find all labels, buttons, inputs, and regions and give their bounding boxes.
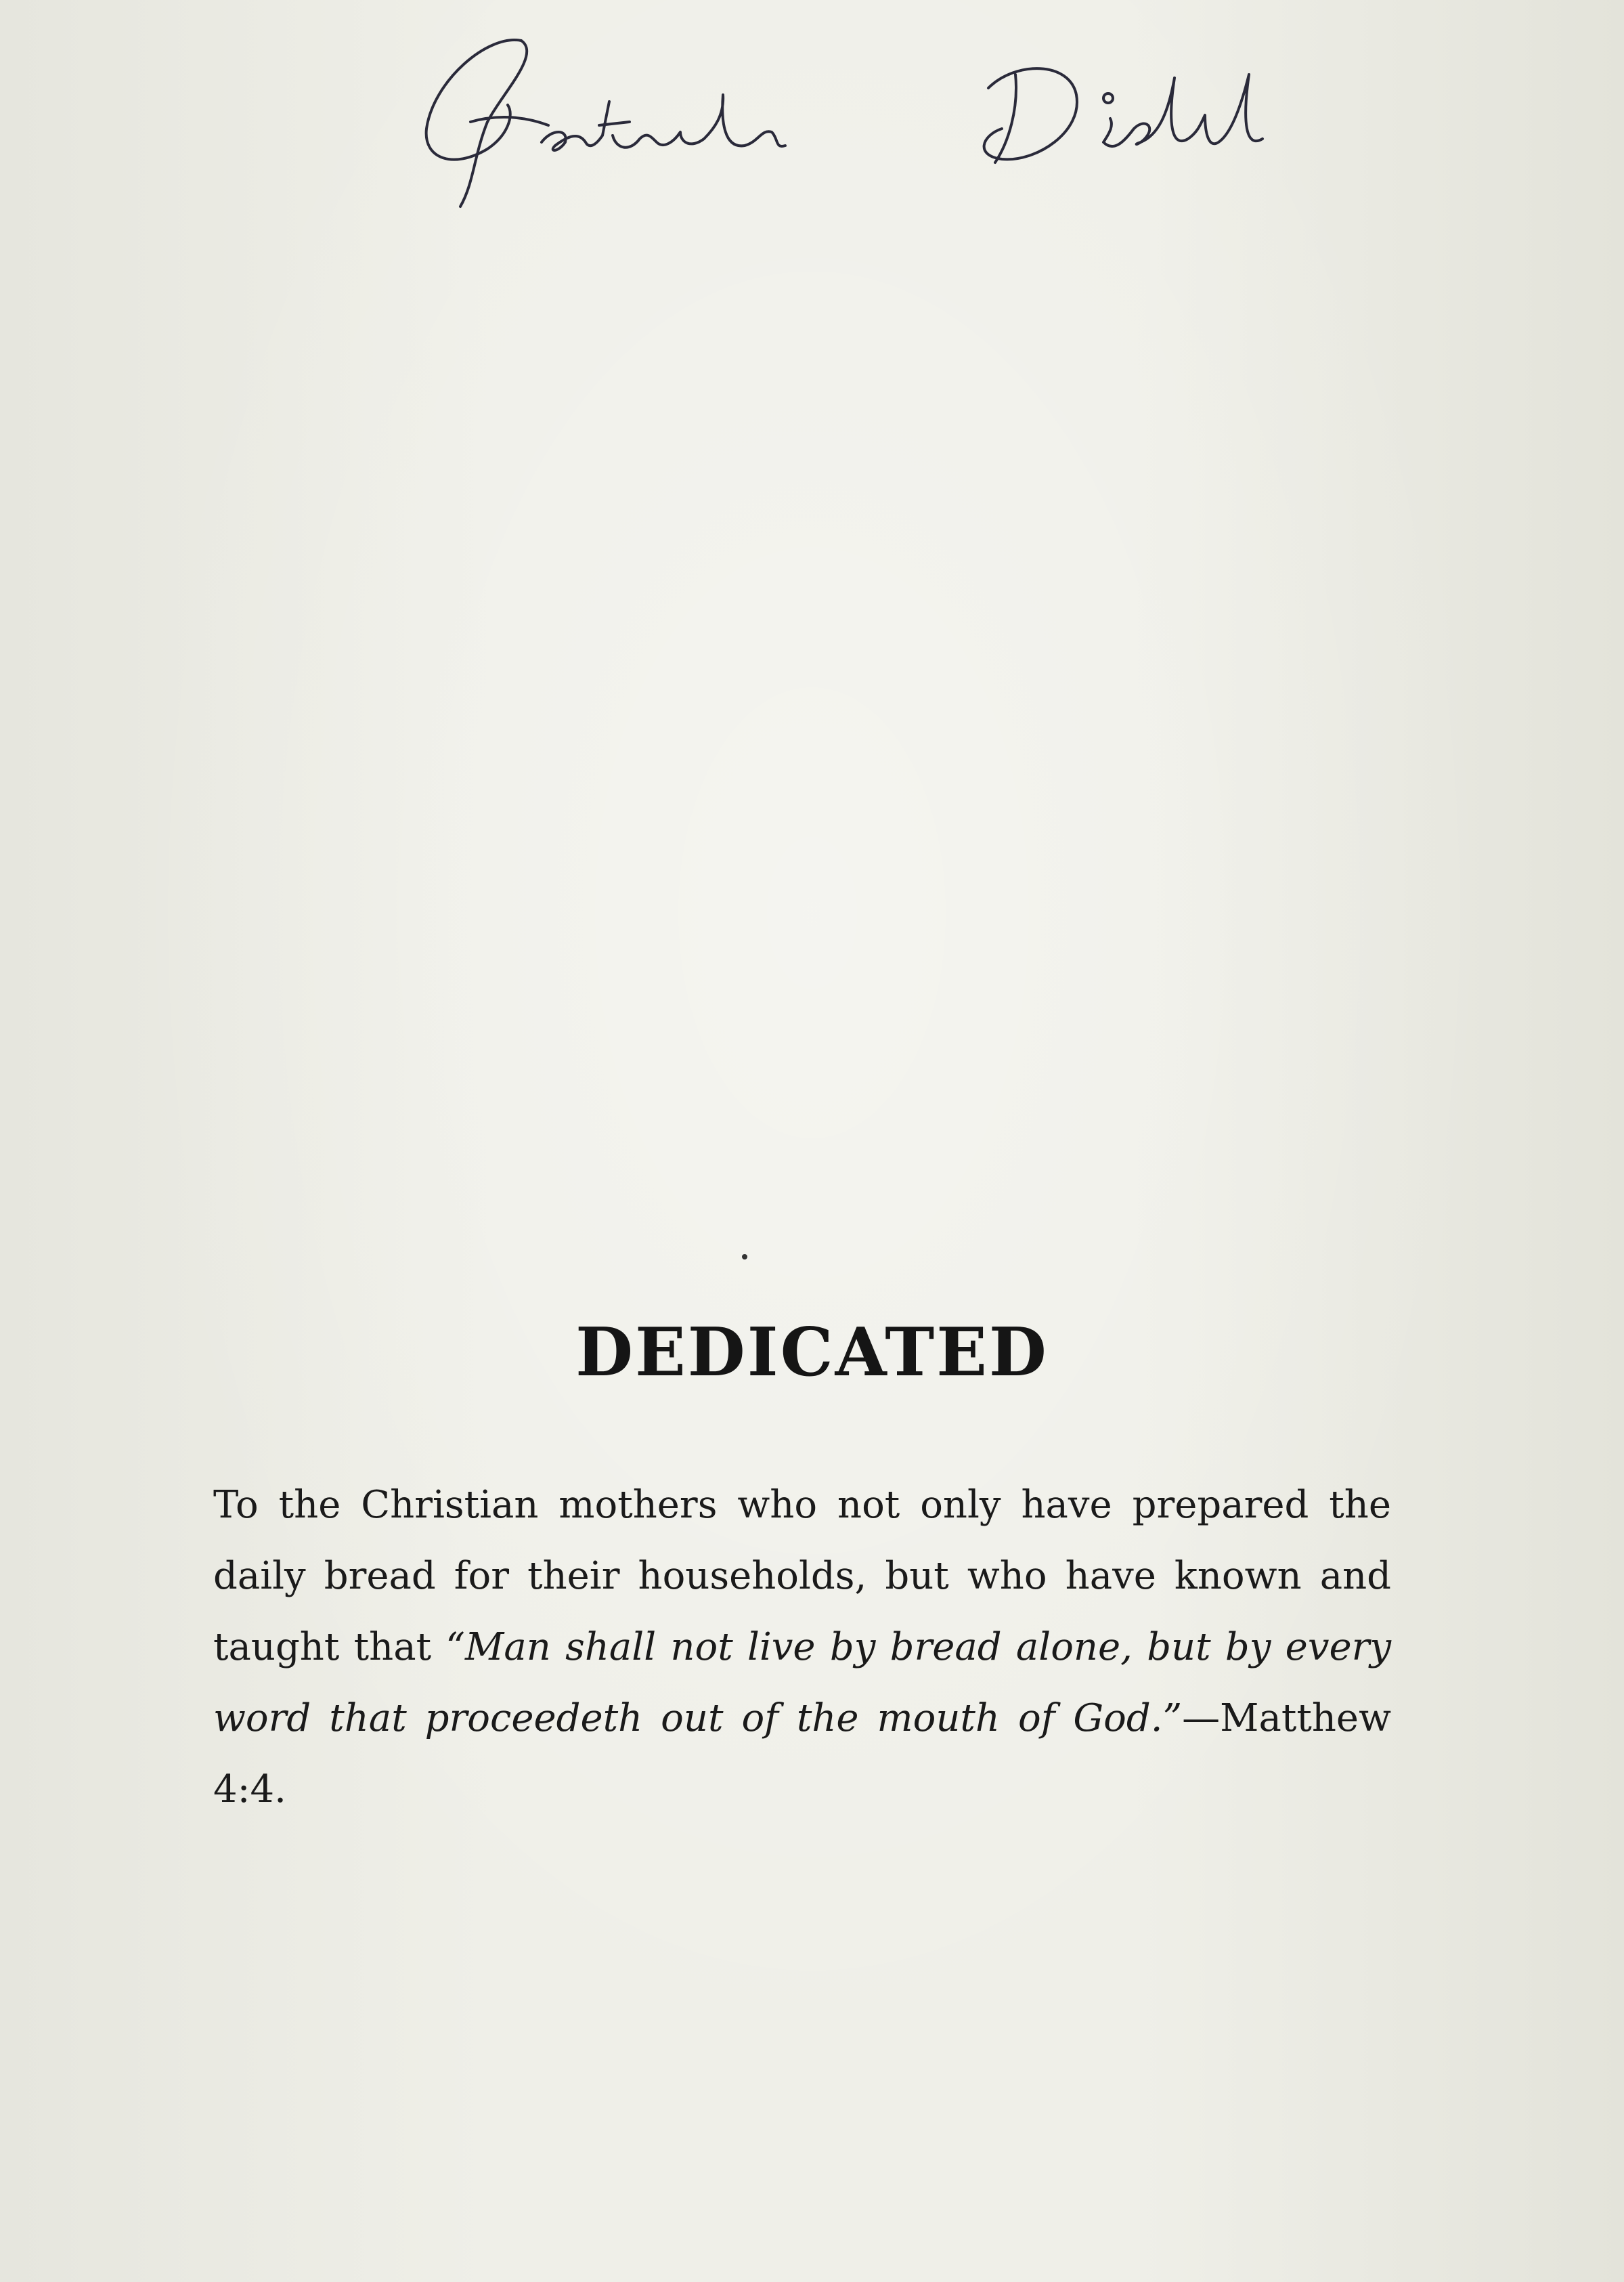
scripture-citation: —Matthew 4:4. — [213, 1696, 1391, 1811]
paper-speck — [742, 1254, 747, 1260]
scripture-quote: “Man shall not live by bread alone, but by every word that proceedeth out of the mouth of God.” — [213, 1625, 1391, 1740]
dedication-text — [213, 1469, 1391, 1825]
dedication-intro: To the Christian mothers who not only have prepared the daily bread for their households, but who have known and taught that — [213, 1483, 1391, 1669]
handwritten-signature — [406, 14, 1286, 217]
page-title: DEDICATED — [575, 1314, 1049, 1392]
